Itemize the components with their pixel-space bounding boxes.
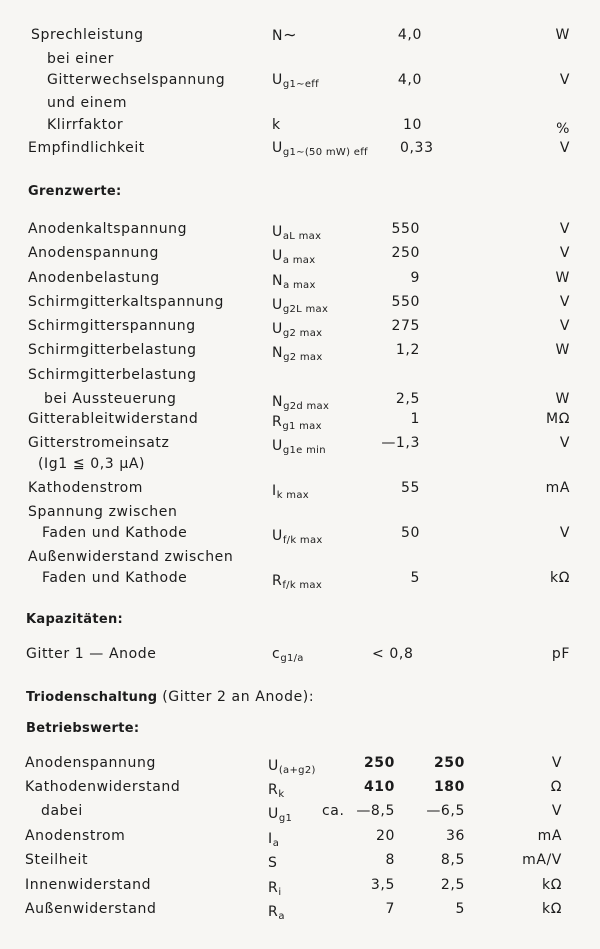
symbol-sub: f/k max: [282, 535, 323, 546]
value-2: 2,5: [440, 877, 465, 893]
heading-kapazitaeten: Kapazitäten:: [26, 612, 124, 627]
symbol: k: [272, 117, 281, 133]
symbol-base: N: [272, 345, 284, 361]
grenz-row: [0, 316, 600, 339]
value: 5: [410, 570, 420, 586]
label: Empfindlichkeit: [28, 140, 145, 156]
label: Innenwiderstand: [25, 877, 152, 893]
grenz-row: [0, 568, 600, 591]
unit: V: [559, 294, 570, 310]
unit: V: [559, 72, 570, 88]
unit: kΩ: [541, 901, 562, 917]
unit: V: [559, 318, 570, 334]
betrieb-row: [0, 826, 600, 849]
value-2: 8,5: [440, 852, 465, 868]
betrieb-row: [0, 801, 600, 824]
unit: mA/V: [522, 852, 562, 868]
symbol-sub: f/k max: [282, 580, 323, 591]
symbol-sub: i: [278, 887, 282, 898]
unit: Ω: [550, 779, 562, 795]
label: Anodenbelastung: [28, 270, 160, 286]
grenz-row: [0, 409, 600, 432]
label: Schirmgitterspannung: [28, 318, 196, 334]
symbol: N∼: [272, 25, 297, 44]
label: und einem: [47, 95, 128, 111]
symbol-base: R: [268, 782, 279, 798]
symbol-base: R: [268, 904, 279, 920]
row-bei-einer: [0, 49, 600, 69]
label: Spannung zwischen: [28, 504, 178, 520]
symbol-base: S: [268, 855, 278, 871]
grenz-row: [0, 365, 600, 385]
value-2: 36: [445, 828, 465, 844]
symbol-base: U: [272, 297, 283, 313]
row-klirrfaktor: [0, 115, 600, 135]
value-1: 3,5: [370, 877, 395, 893]
unit: %: [556, 121, 570, 137]
betrieb-row: [0, 899, 600, 922]
label: Schirmgitterbelastung: [28, 342, 197, 358]
unit: V: [551, 803, 562, 819]
label: Gitter 1 — Anode: [26, 646, 157, 662]
ca-note: ca.: [322, 803, 345, 819]
label: Anodenspannung: [25, 755, 156, 771]
grenz-row: [0, 547, 600, 567]
triode-title: Triodenschaltung: [26, 690, 158, 705]
label: Anodenstrom: [25, 828, 126, 844]
unit: W: [555, 27, 570, 43]
symbol-sub: g1: [278, 813, 293, 824]
unit: V: [559, 221, 570, 237]
symbol: $c_{g1/a}$: [272, 646, 304, 664]
grenz-row: [0, 219, 600, 242]
symbol: [272, 571, 322, 596]
value: 4,0: [397, 72, 422, 88]
label: Anodenspannung: [28, 245, 159, 261]
symbol-sub: a: [272, 838, 280, 849]
symbol-sub: g2 max: [283, 352, 323, 363]
betrieb-row: [0, 875, 600, 898]
grenz-row: [0, 340, 600, 363]
grenz-row: [0, 433, 600, 456]
symbol-base: N: [272, 394, 284, 410]
value-1: —8,5: [356, 803, 395, 819]
unit: V: [559, 435, 570, 451]
value-1: 8: [385, 852, 395, 868]
label: Anodenkaltspannung: [28, 221, 188, 237]
label: dabei: [41, 803, 83, 819]
symbol-base: N: [272, 273, 284, 289]
unit: pF: [551, 646, 570, 662]
label: Außenwiderstand zwischen: [28, 549, 234, 565]
value: 550: [391, 294, 420, 310]
grenz-row: [0, 454, 600, 474]
label: Kathodenwiderstand: [25, 779, 181, 795]
row-gitterwechselspannung: [0, 70, 600, 90]
value: 550: [391, 221, 420, 237]
value: 0,33: [400, 140, 434, 156]
betrieb-row: [0, 777, 600, 800]
label: Gitterableitwiderstand: [28, 411, 199, 427]
label: Kathodenstrom: [28, 480, 144, 496]
label: bei Aussteuerung: [44, 391, 177, 407]
symbol-sub: a: [278, 911, 285, 922]
value-2: 250: [433, 755, 465, 771]
symbol: [268, 902, 285, 927]
value: 1,2: [395, 342, 420, 358]
symbol-sub: g1 max: [282, 421, 322, 432]
value: 9: [410, 270, 420, 286]
symbol: $U_{g1\sim(50 mW) eff}$: [272, 140, 368, 158]
row-gitter-anode: [0, 644, 600, 664]
symbol-sub: k: [278, 789, 285, 800]
unit: V: [559, 525, 570, 541]
unit: MΩ: [546, 411, 570, 427]
row-und-einem: [0, 93, 600, 113]
label: Außenwiderstand: [25, 901, 157, 917]
value-2: —6,5: [426, 803, 465, 819]
unit: mA: [537, 828, 562, 844]
grenz-row: [0, 243, 600, 266]
grenz-row: [0, 268, 600, 291]
label: Gitterwechselspannung: [47, 72, 226, 88]
unit: V: [559, 140, 570, 156]
value-1: 7: [385, 901, 395, 917]
label: Steilheit: [25, 852, 89, 868]
symbol-base: R: [272, 573, 283, 589]
triode-note: (Gitter 2 an Anode):: [162, 689, 315, 705]
value-2: 180: [433, 779, 465, 795]
grenz-row: [0, 389, 600, 412]
symbol-sub: g1e min: [282, 445, 326, 456]
symbol-base: R: [268, 880, 279, 896]
label: Faden und Kathode: [42, 525, 188, 541]
value: —1,3: [381, 435, 420, 451]
symbol-base: U: [268, 806, 279, 822]
unit: V: [559, 245, 570, 261]
symbol-sub: g2d max: [283, 401, 330, 412]
label: Schirmgitterbelastung: [28, 367, 197, 383]
symbol-base: U: [272, 321, 283, 337]
value: 55: [400, 480, 420, 496]
symbol-sub: a max: [283, 280, 316, 291]
value: 1: [410, 411, 420, 427]
label: bei einer: [47, 51, 114, 67]
betrieb-row: [0, 753, 600, 776]
unit: W: [555, 391, 570, 407]
heading-grenzwerte: Grenzwerte:: [28, 184, 122, 199]
row-empfindlichkeit: [0, 138, 600, 158]
symbol-sub: k max: [276, 490, 309, 501]
label: Schirmgitterkaltspannung: [28, 294, 224, 310]
symbol-base: U: [272, 248, 283, 264]
unit: kΩ: [541, 877, 562, 893]
symbol-sub: (a+g2): [278, 765, 316, 776]
value: 4,0: [397, 27, 422, 43]
value: < 0,8: [372, 646, 414, 662]
grenz-row: [0, 478, 600, 501]
symbol-sub: aL max: [282, 231, 322, 242]
grenz-row: [0, 502, 600, 522]
symbol-base: I: [272, 483, 277, 499]
label: Gitterstromeinsatz: [28, 435, 170, 451]
symbol-sub: g2 max: [282, 328, 323, 339]
label: Faden und Kathode: [42, 570, 188, 586]
symbol-base: I: [268, 831, 273, 847]
value-1: 410: [363, 779, 395, 795]
value: 2,5: [395, 391, 420, 407]
value: 50: [400, 525, 420, 541]
betrieb-row: [0, 850, 600, 870]
value: 275: [391, 318, 420, 334]
unit: V: [551, 755, 562, 771]
symbol-base: R: [272, 414, 283, 430]
symbol-base: U: [272, 438, 283, 454]
symbol: $U_{g1\sim eff}$: [272, 72, 319, 90]
value: 250: [391, 245, 420, 261]
unit: kΩ: [549, 570, 570, 586]
grenz-row: [0, 523, 600, 546]
value-2: 5: [455, 901, 465, 917]
value-1: 20: [375, 828, 395, 844]
symbol-base: U: [272, 224, 283, 240]
unit: W: [555, 342, 570, 358]
grenz-row: [0, 292, 600, 315]
unit: mA: [545, 480, 570, 496]
value: 10: [402, 117, 422, 133]
symbol-base: U: [268, 758, 279, 774]
symbol-base: U: [272, 528, 283, 544]
label: Sprechleistung: [31, 27, 144, 43]
label: (Ig1 ≦ 0,3 μA): [38, 456, 146, 472]
heading-betriebswerte: Betriebswerte:: [26, 721, 140, 736]
row-sprechleistung: [0, 25, 600, 45]
value-1: 250: [363, 755, 395, 771]
label: Klirrfaktor: [47, 117, 124, 133]
symbol-sub: g2L max: [282, 304, 329, 315]
unit: W: [555, 270, 570, 286]
symbol-sub: a max: [282, 255, 316, 266]
heading-triodenschaltung: [26, 689, 314, 705]
